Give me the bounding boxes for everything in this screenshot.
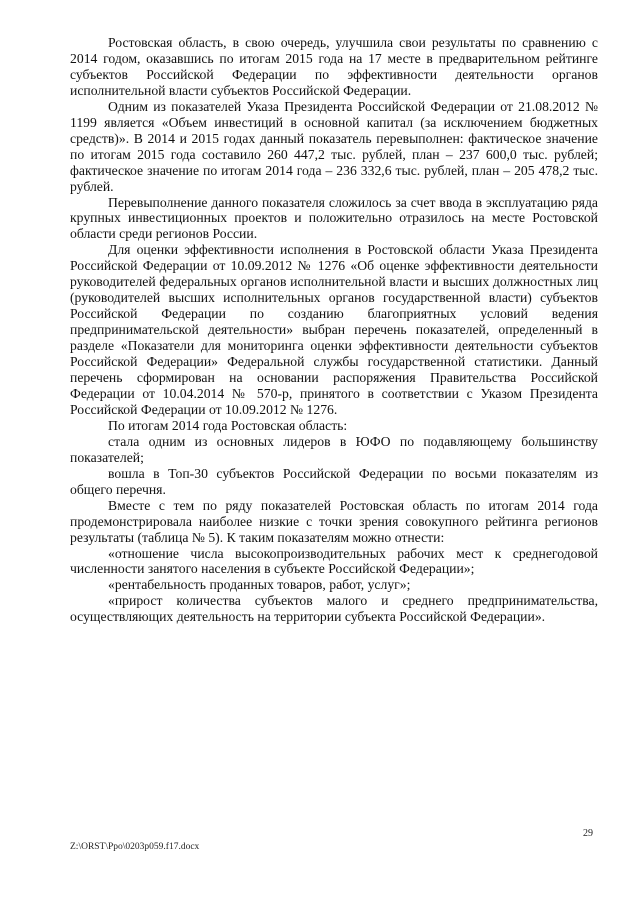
footer-file-path: Z:\ORST\Ppo\0203p059.f17.docx <box>70 842 200 852</box>
list-item: «отношение числа высокопроизводительных рабочих мест к среднегодовой численности занятого населения в субъекте Российской Федерации»; <box>70 545 598 577</box>
paragraph: Вместе с тем по ряду показателей Ростовская область по итогам 2014 года продемонстрировала наиболее низкие с точки зрения совокупного рейтинга регионов результаты (таблица № 5). К таким показателям можно отнести: <box>70 497 598 545</box>
document-body <box>70 35 598 625</box>
paragraph: По итогам 2014 года Ростовская область: <box>108 417 348 433</box>
list-item: стала одним из основных лидеров в ЮФО по подавляющему большинству показателей; <box>70 433 598 465</box>
page-number: 29 <box>583 828 593 839</box>
list-item: «прирост количества субъектов малого и среднего предпринимательства, осуществляющих деятельность на территории субъекта Российской Федерации». <box>70 593 598 625</box>
paragraph: Перевыполнение данного показателя сложилось за счет ввода в эксплуатацию ряда крупных инвестиционных проектов и положительно отразилось на месте Ростовской области среди регионов России. <box>70 194 598 242</box>
list-item: «рентабельность проданных товаров, работ, услуг»; <box>108 577 411 593</box>
paragraph: Одним из показателей Указа Президента Российской Федерации от 21.08.2012 № 1199 является «Объем инвестиций в основной капитал (за исключением бюджетных средств)». В 2014 и 2015 годах данный показатель перевыполнен: фактическое значение по итогам 2015 года составило 260 447,2 тыс. рублей, план – 237 600,0 тыс. рублей; фактическое значение по итогам 2014 года – 236 332,6 тыс. рублей, план – 205 478,2 тыс. рублей. <box>70 98 598 194</box>
paragraph: Ростовская область, в свою очередь, улучшила свои результаты по сравнению с 2014 годом, оказавшись по итогам 2015 года на 17 месте в предварительном рейтинге субъектов Российской Федерации по эффективности деятельности органов исполнительной власти субъектов Российской Федерации. <box>70 35 598 98</box>
paragraph: Для оценки эффективности исполнения в Ростовской области Указа Президента Российской Федерации от 10.09.2012 № 1276 «Об оценке эффективности деятельности руководителей федеральных органов исполнительной власти и высших должностных лиц (руководителей высших исполнительных органов государственной власти) субъектов Российской Федерации по созданию благоприятных условий ведения предпринимательской деятельности» выбран перечень показателей, определенный в разделе «Показатели для мониторинга оценки эффективности деятельности субъектов Российской Федерации» Федеральной службы государственной статистики. Данный перечень сформирован на основании распоряжения Правительства Российской Федерации от 10.04.2014 № 570-р, принятого в соответствии с Указом Президента Российской Федерации от 10.09.2012 № 1276. <box>70 242 598 417</box>
list-item: вошла в Топ-30 субъектов Российской Федерации по восьми показателям из общего перечня. <box>70 465 598 497</box>
